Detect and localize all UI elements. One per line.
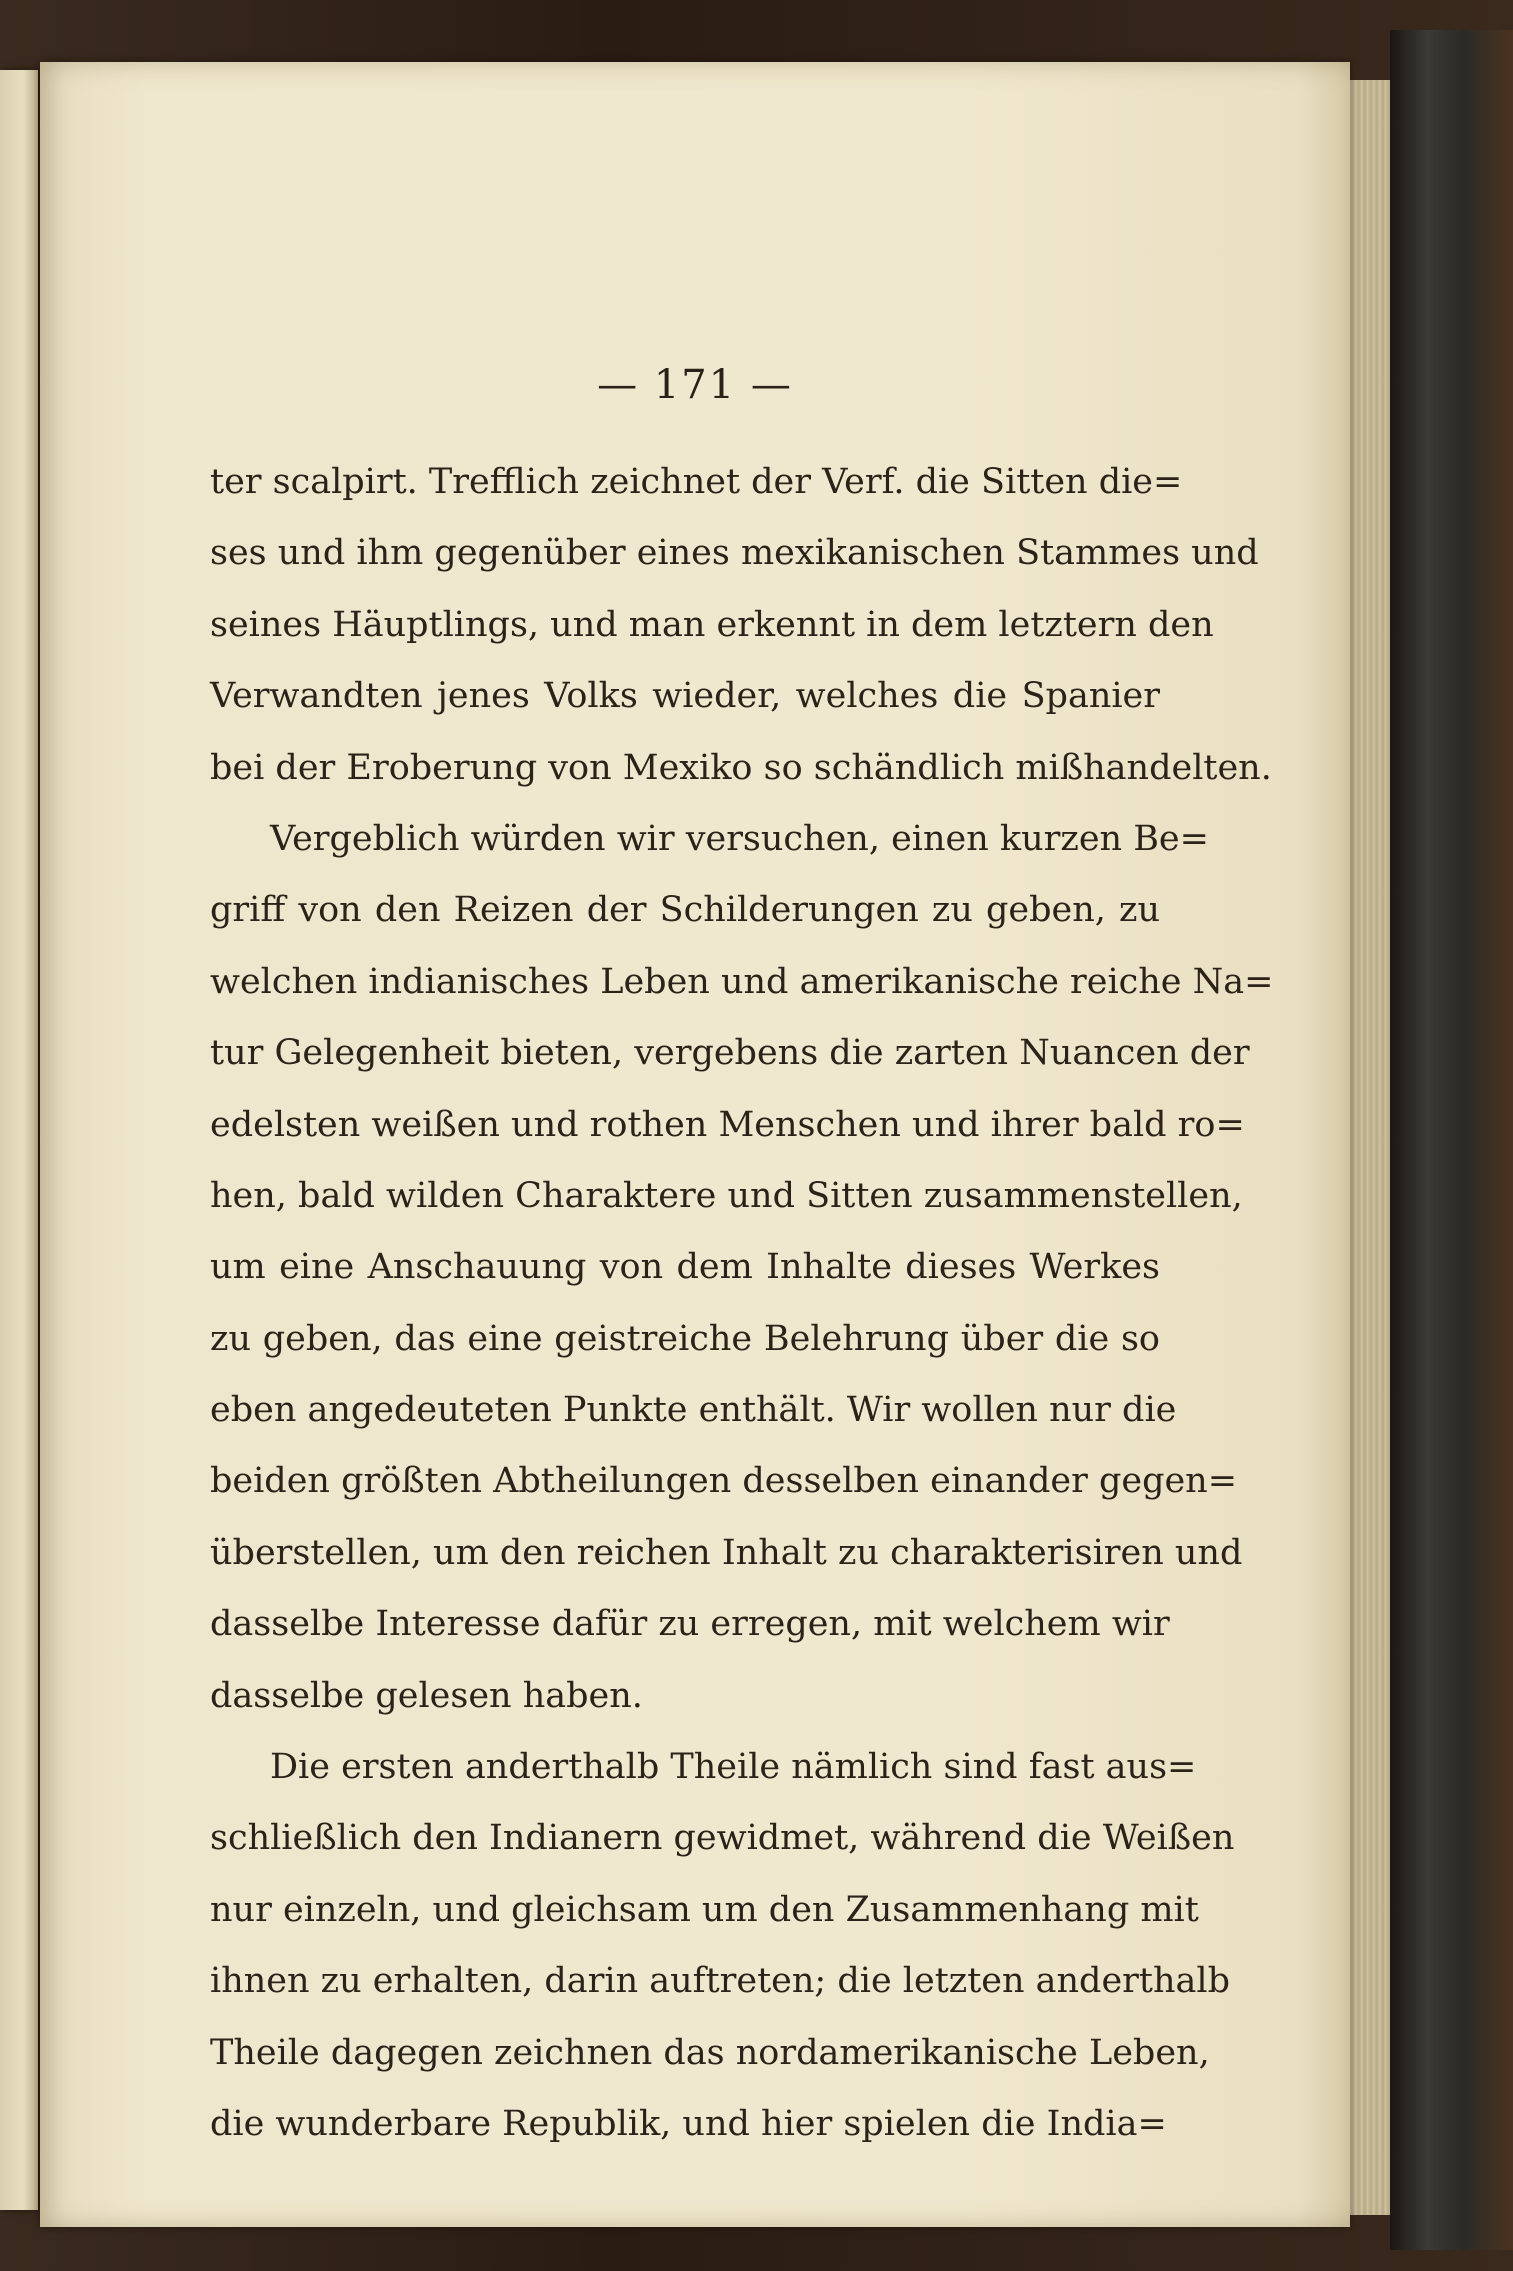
text-line: zu geben, das eine geistreiche Belehrung über die so (210, 1318, 1160, 1359)
text-line: bei der Eroberung von Mexiko so schändlich mißhandelten. (210, 747, 1272, 788)
text-line: dasselbe Interesse dafür zu erregen, mit welchem wir (210, 1604, 1170, 1645)
text-line: eben angedeuteten Punkte enthält. Wir wollen nur die (210, 1390, 1177, 1431)
text-line: hen, bald wilden Charaktere und Sitten zusammenstellen, (210, 1175, 1243, 1216)
text-line: ter scalpirt. Trefflich zeichnet der Verf. die Sitten die= (210, 462, 1183, 502)
text-line: edelsten weißen und rothen Menschen und ihrer bald ro= (210, 1104, 1245, 1145)
page-number: — 171 — (597, 362, 793, 408)
text-line: beiden größten Abtheilungen desselben einander gegen= (210, 1461, 1238, 1502)
text-line: tur Gelegenheit bieten, vergebens die zarten Nuancen der (210, 1033, 1250, 1074)
text-line: griff von den Reizen der Schilderungen zu geben, zu (210, 890, 1160, 931)
text-line: seines Häuptlings, und man erkennt in dem letztern den (210, 604, 1214, 645)
left-page-edge (0, 70, 38, 2210)
text-line: um eine Anschauung von dem Inhalte dieses Werkes (210, 1247, 1160, 1288)
text-line: schließlich den Indianern gewidmet, während die Weißen (210, 1818, 1235, 1859)
text-line: welchen indianisches Leben und amerikanische reiche Na= (210, 961, 1274, 1002)
text-line: nur einzeln, und gleichsam um den Zusammenhang mit (210, 1889, 1199, 1930)
text-line: die wunderbare Republik, und hier spielen die India= (210, 2103, 1167, 2144)
text-line: dasselbe gelesen haben. (210, 1675, 643, 1716)
book-spine-edge (1390, 30, 1513, 2250)
text-line: Vergeblich würden wir versuchen, einen kurzen Be= (270, 818, 1209, 859)
book-page (40, 62, 1350, 2227)
text-line: Theile dagegen zeichnen das nordamerikanische Leben, (210, 2032, 1210, 2073)
page-edges-stack (1350, 80, 1390, 2215)
text-line: ses und ihm gegenüber eines mexikanischen Stammes und (210, 533, 1259, 574)
text-line: ihnen zu erhalten, darin auftreten; die letzten anderthalb (210, 1961, 1230, 2002)
text-line: Die ersten anderthalb Theile nämlich sind fast aus= (270, 1747, 1197, 1788)
body-text (210, 447, 1274, 2160)
text-line: Verwandten jenes Volks wieder, welches die Spanier (210, 676, 1160, 717)
text-line: überstellen, um den reichen Inhalt zu charakterisiren und (210, 1532, 1243, 1573)
